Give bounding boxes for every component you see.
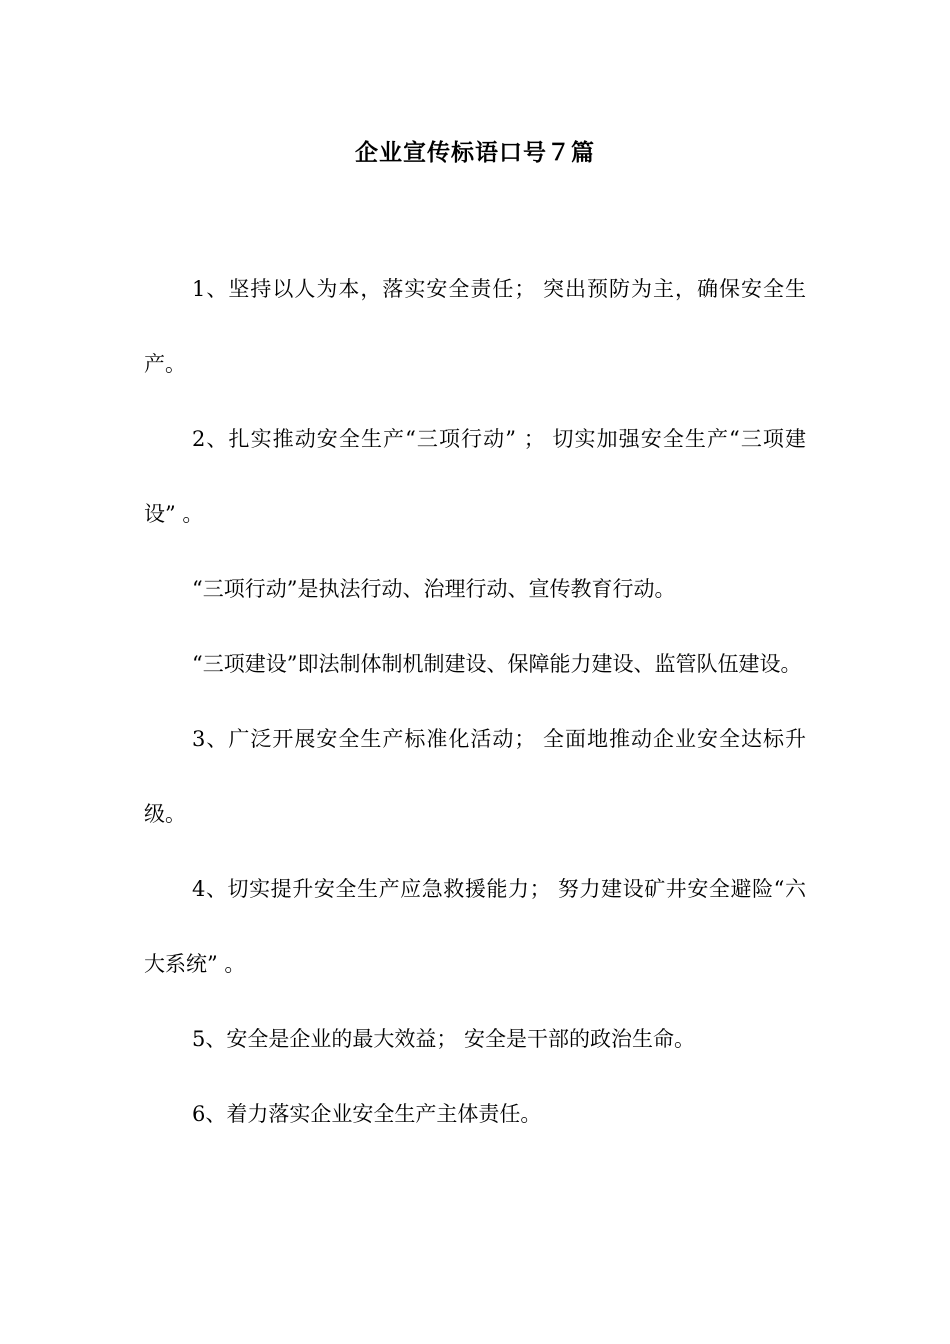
paragraph-5: 3、广泛开展安全生产标准化活动； 全面地推动企业安全达标升级。	[144, 727, 806, 826]
paragraph-6: 4、切实提升安全生产应急救援能力； 努力建设矿井安全避险“六大系统” 。	[144, 877, 806, 976]
paragraph-4: “三项建设”即法制体制机制建设、保障能力建设、监管队伍建设。	[192, 652, 802, 676]
paragraph-7: 5、安全是企业的最大效益； 安全是干部的政治生命。	[192, 1027, 696, 1051]
paragraph-2: 2、扎实推动安全生产“三项行动” ； 切实加强安全生产“三项建设” 。	[144, 427, 806, 526]
paragraph-8: 6、着力落实企业安全生产主体责任。	[192, 1102, 542, 1126]
paragraph-1: 1、坚持以人为本，落实安全责任； 突出预防为主，确保安全生产。	[144, 277, 806, 376]
paragraph-3: “三项行动”是执法行动、治理行动、宣传教育行动。	[192, 577, 676, 601]
document-body	[144, 252, 806, 1152]
document-title: 企业宣传标语口号７篇	[355, 139, 595, 166]
